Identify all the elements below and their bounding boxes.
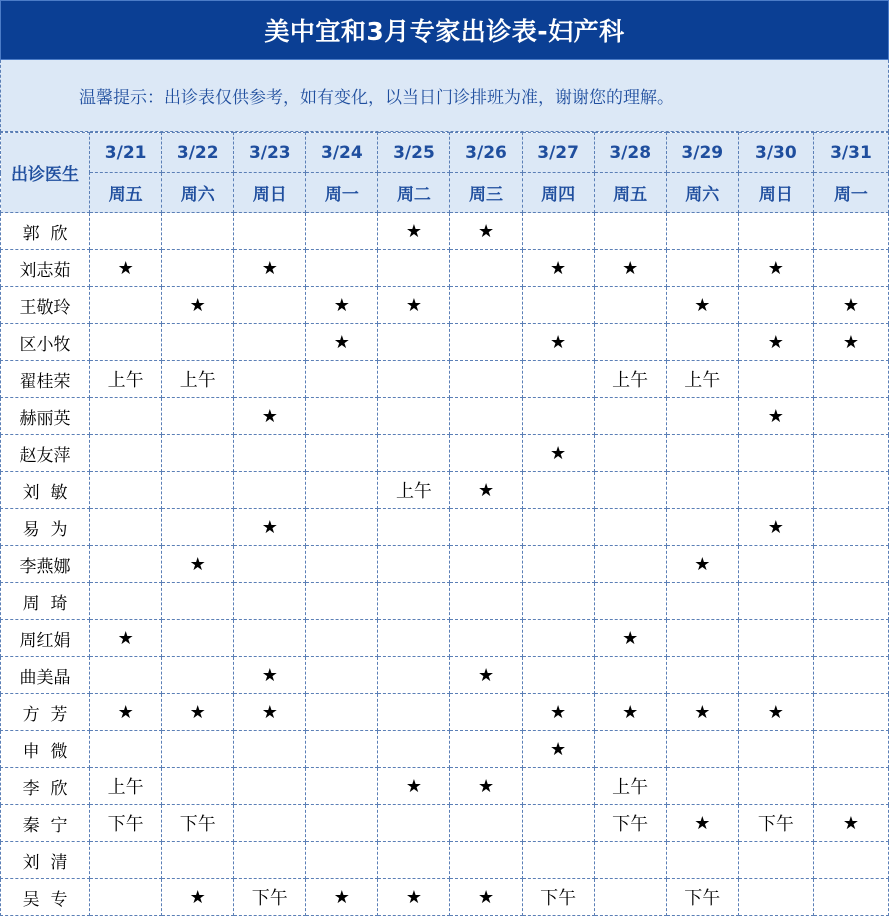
empty-cell — [813, 879, 888, 916]
doctor-name: 申 微 — [1, 731, 90, 768]
empty-cell — [162, 509, 234, 546]
clinic-star-mark: ★ — [234, 398, 306, 435]
empty-cell — [450, 324, 522, 361]
empty-cell — [450, 620, 522, 657]
table-row — [1, 694, 889, 731]
empty-cell — [450, 250, 522, 287]
weekday-header: 周四 — [522, 173, 594, 213]
empty-cell — [162, 213, 234, 250]
empty-cell — [90, 472, 162, 509]
empty-cell — [90, 213, 162, 250]
table-row — [1, 361, 889, 398]
empty-cell — [378, 398, 450, 435]
doctor-name: 区小牧 — [1, 324, 90, 361]
empty-cell — [813, 694, 888, 731]
empty-cell — [306, 583, 378, 620]
empty-cell — [594, 879, 666, 916]
clinic-star-mark: ★ — [90, 620, 162, 657]
empty-cell — [522, 361, 594, 398]
empty-cell — [666, 731, 738, 768]
clinic-star-mark: ★ — [522, 731, 594, 768]
empty-cell — [90, 509, 162, 546]
empty-cell — [450, 509, 522, 546]
clinic-star-mark: ★ — [450, 472, 522, 509]
clinic-star-mark: ★ — [378, 213, 450, 250]
clinic-star-mark: ★ — [738, 250, 813, 287]
clinic-star-mark: ★ — [738, 509, 813, 546]
date-header: 3/29 — [666, 133, 738, 173]
clinic-star-mark: ★ — [450, 213, 522, 250]
empty-cell — [813, 583, 888, 620]
weekday-header: 周三 — [450, 173, 522, 213]
weekday-header: 周六 — [162, 173, 234, 213]
empty-cell — [813, 398, 888, 435]
empty-cell — [234, 472, 306, 509]
clinic-star-mark: ★ — [594, 694, 666, 731]
empty-cell — [90, 879, 162, 916]
empty-cell — [594, 509, 666, 546]
table-row — [1, 398, 889, 435]
empty-cell — [738, 213, 813, 250]
clinic-star-mark: ★ — [306, 287, 378, 324]
table-row — [1, 546, 889, 583]
doctor-name: 易 为 — [1, 509, 90, 546]
clinic-star-mark: ★ — [813, 287, 888, 324]
clinic-star-mark: ★ — [813, 324, 888, 361]
empty-cell — [90, 546, 162, 583]
empty-cell — [378, 842, 450, 879]
empty-cell — [234, 842, 306, 879]
clinic-star-mark: ★ — [450, 879, 522, 916]
empty-cell — [162, 435, 234, 472]
empty-cell — [522, 842, 594, 879]
clinic-star-mark: ★ — [378, 287, 450, 324]
empty-cell — [450, 583, 522, 620]
date-header: 3/30 — [738, 133, 813, 173]
empty-cell — [522, 509, 594, 546]
empty-cell — [813, 620, 888, 657]
table-row — [1, 768, 889, 805]
empty-cell — [90, 842, 162, 879]
empty-cell — [234, 620, 306, 657]
empty-cell — [522, 398, 594, 435]
empty-cell — [378, 657, 450, 694]
empty-cell — [594, 287, 666, 324]
empty-cell — [306, 842, 378, 879]
empty-cell — [378, 731, 450, 768]
empty-cell — [666, 583, 738, 620]
clinic-star-mark: ★ — [522, 435, 594, 472]
empty-cell — [306, 435, 378, 472]
empty-cell — [666, 213, 738, 250]
clinic-session-cell: 上午 — [666, 361, 738, 398]
empty-cell — [306, 546, 378, 583]
clinic-star-mark: ★ — [450, 768, 522, 805]
empty-cell — [234, 805, 306, 842]
empty-cell — [306, 805, 378, 842]
empty-cell — [234, 287, 306, 324]
doctor-name: 周红娟 — [1, 620, 90, 657]
empty-cell — [162, 324, 234, 361]
empty-cell — [90, 731, 162, 768]
empty-cell — [234, 361, 306, 398]
clinic-session-cell: 下午 — [90, 805, 162, 842]
empty-cell — [522, 583, 594, 620]
empty-cell — [306, 620, 378, 657]
weekday-header: 周日 — [738, 173, 813, 213]
empty-cell — [666, 435, 738, 472]
empty-cell — [450, 398, 522, 435]
empty-cell — [594, 472, 666, 509]
doctor-name: 翟桂荣 — [1, 361, 90, 398]
empty-cell — [594, 842, 666, 879]
clinic-session-cell: 下午 — [234, 879, 306, 916]
clinic-star-mark: ★ — [522, 250, 594, 287]
clinic-star-mark: ★ — [378, 879, 450, 916]
empty-cell — [522, 805, 594, 842]
empty-cell — [594, 731, 666, 768]
table-row — [1, 435, 889, 472]
empty-cell — [738, 842, 813, 879]
doctor-name: 赵友萍 — [1, 435, 90, 472]
empty-cell — [450, 435, 522, 472]
doctor-name: 周 琦 — [1, 583, 90, 620]
table-row — [1, 657, 889, 694]
clinic-star-mark: ★ — [306, 324, 378, 361]
empty-cell — [306, 361, 378, 398]
empty-cell — [90, 583, 162, 620]
clinic-star-mark: ★ — [234, 509, 306, 546]
date-header: 3/22 — [162, 133, 234, 173]
clinic-star-mark: ★ — [738, 694, 813, 731]
clinic-star-mark: ★ — [162, 879, 234, 916]
date-header: 3/24 — [306, 133, 378, 173]
empty-cell — [378, 546, 450, 583]
clinic-session-cell: 下午 — [666, 879, 738, 916]
empty-cell — [90, 435, 162, 472]
clinic-star-mark: ★ — [666, 287, 738, 324]
date-header: 3/23 — [234, 133, 306, 173]
doctor-name: 王敬玲 — [1, 287, 90, 324]
notice-banner: 温馨提示：出诊表仅供参考，如有变化，以当日门诊排班为准，谢谢您的理解。 — [0, 60, 889, 132]
clinic-star-mark: ★ — [666, 805, 738, 842]
empty-cell — [234, 731, 306, 768]
empty-cell — [522, 768, 594, 805]
doctor-name: 刘志茹 — [1, 250, 90, 287]
clinic-session-cell: 上午 — [594, 361, 666, 398]
weekday-header: 周五 — [594, 173, 666, 213]
empty-cell — [162, 472, 234, 509]
empty-cell — [813, 546, 888, 583]
clinic-star-mark: ★ — [666, 546, 738, 583]
empty-cell — [234, 546, 306, 583]
empty-cell — [234, 213, 306, 250]
clinic-star-mark: ★ — [666, 694, 738, 731]
empty-cell — [813, 842, 888, 879]
clinic-star-mark: ★ — [594, 620, 666, 657]
empty-cell — [813, 768, 888, 805]
empty-cell — [234, 768, 306, 805]
empty-cell — [90, 324, 162, 361]
clinic-star-mark: ★ — [450, 657, 522, 694]
empty-cell — [90, 657, 162, 694]
clinic-session-cell: 下午 — [594, 805, 666, 842]
empty-cell — [594, 546, 666, 583]
doctor-name: 李燕娜 — [1, 546, 90, 583]
table-row — [1, 287, 889, 324]
empty-cell — [738, 731, 813, 768]
clinic-star-mark: ★ — [738, 398, 813, 435]
table-row — [1, 620, 889, 657]
empty-cell — [234, 435, 306, 472]
doctor-name: 赫丽英 — [1, 398, 90, 435]
table-row — [1, 472, 889, 509]
empty-cell — [813, 435, 888, 472]
table-row — [1, 213, 889, 250]
empty-cell — [378, 435, 450, 472]
doctor-name: 刘 清 — [1, 842, 90, 879]
date-header: 3/27 — [522, 133, 594, 173]
empty-cell — [666, 620, 738, 657]
clinic-star-mark: ★ — [594, 250, 666, 287]
empty-cell — [594, 213, 666, 250]
empty-cell — [738, 620, 813, 657]
empty-cell — [738, 768, 813, 805]
empty-cell — [594, 583, 666, 620]
empty-cell — [378, 250, 450, 287]
clinic-star-mark: ★ — [306, 879, 378, 916]
weekday-header: 周一 — [306, 173, 378, 213]
empty-cell — [378, 509, 450, 546]
empty-cell — [450, 546, 522, 583]
doctor-name: 刘 敏 — [1, 472, 90, 509]
empty-cell — [450, 805, 522, 842]
empty-cell — [738, 472, 813, 509]
empty-cell — [306, 472, 378, 509]
empty-cell — [813, 213, 888, 250]
doctor-name: 曲美晶 — [1, 657, 90, 694]
date-header: 3/31 — [813, 133, 888, 173]
weekday-header: 周日 — [234, 173, 306, 213]
empty-cell — [306, 731, 378, 768]
empty-cell — [162, 620, 234, 657]
empty-cell — [306, 250, 378, 287]
empty-cell — [522, 546, 594, 583]
empty-cell — [306, 694, 378, 731]
empty-cell — [666, 842, 738, 879]
clinic-star-mark: ★ — [162, 546, 234, 583]
clinic-star-mark: ★ — [378, 768, 450, 805]
empty-cell — [813, 657, 888, 694]
empty-cell — [450, 361, 522, 398]
empty-cell — [306, 509, 378, 546]
date-header: 3/21 — [90, 133, 162, 173]
doctor-column-header: 出诊医生 — [1, 133, 90, 213]
empty-cell — [738, 435, 813, 472]
weekday-header: 周六 — [666, 173, 738, 213]
empty-cell — [378, 583, 450, 620]
weekday-header: 周五 — [90, 173, 162, 213]
empty-cell — [162, 657, 234, 694]
empty-cell — [162, 583, 234, 620]
empty-cell — [666, 250, 738, 287]
empty-cell — [666, 398, 738, 435]
date-header: 3/25 — [378, 133, 450, 173]
empty-cell — [738, 583, 813, 620]
clinic-star-mark: ★ — [234, 657, 306, 694]
table-row — [1, 324, 889, 361]
empty-cell — [522, 213, 594, 250]
date-header: 3/26 — [450, 133, 522, 173]
empty-cell — [306, 213, 378, 250]
empty-cell — [738, 287, 813, 324]
table-row — [1, 731, 889, 768]
clinic-session-cell: 上午 — [90, 768, 162, 805]
empty-cell — [378, 324, 450, 361]
clinic-session-cell: 上午 — [378, 472, 450, 509]
empty-cell — [162, 768, 234, 805]
weekday-header: 周二 — [378, 173, 450, 213]
clinic-session-cell: 下午 — [522, 879, 594, 916]
empty-cell — [594, 324, 666, 361]
clinic-session-cell: 上午 — [162, 361, 234, 398]
table-row — [1, 509, 889, 546]
empty-cell — [738, 361, 813, 398]
table-row — [1, 583, 889, 620]
empty-cell — [813, 472, 888, 509]
empty-cell — [450, 694, 522, 731]
table-row — [1, 250, 889, 287]
empty-cell — [666, 472, 738, 509]
date-header: 3/28 — [594, 133, 666, 173]
clinic-star-mark: ★ — [90, 694, 162, 731]
clinic-session-cell: 下午 — [162, 805, 234, 842]
clinic-session-cell: 下午 — [738, 805, 813, 842]
clinic-star-mark: ★ — [522, 694, 594, 731]
table-row — [1, 842, 889, 879]
empty-cell — [234, 583, 306, 620]
empty-cell — [306, 398, 378, 435]
empty-cell — [378, 620, 450, 657]
empty-cell — [450, 731, 522, 768]
table-row — [1, 805, 889, 842]
empty-cell — [162, 398, 234, 435]
empty-cell — [450, 287, 522, 324]
empty-cell — [594, 657, 666, 694]
clinic-session-cell: 上午 — [90, 361, 162, 398]
clinic-star-mark: ★ — [90, 250, 162, 287]
doctor-name: 李 欣 — [1, 768, 90, 805]
clinic-star-mark: ★ — [162, 694, 234, 731]
empty-cell — [162, 250, 234, 287]
empty-cell — [378, 694, 450, 731]
empty-cell — [666, 768, 738, 805]
empty-cell — [738, 657, 813, 694]
page-title: 美中宜和3月专家出诊表-妇产科 — [0, 0, 889, 60]
schedule-table — [0, 132, 889, 916]
clinic-star-mark: ★ — [234, 250, 306, 287]
clinic-star-mark: ★ — [813, 805, 888, 842]
empty-cell — [813, 509, 888, 546]
empty-cell — [813, 250, 888, 287]
clinic-star-mark: ★ — [738, 324, 813, 361]
doctor-name: 郭 欣 — [1, 213, 90, 250]
empty-cell — [90, 398, 162, 435]
date-header-row — [1, 133, 889, 173]
empty-cell — [162, 731, 234, 768]
clinic-star-mark: ★ — [522, 324, 594, 361]
empty-cell — [234, 324, 306, 361]
empty-cell — [522, 657, 594, 694]
clinic-star-mark: ★ — [234, 694, 306, 731]
empty-cell — [90, 287, 162, 324]
empty-cell — [813, 731, 888, 768]
empty-cell — [594, 398, 666, 435]
doctor-name: 吴 专 — [1, 879, 90, 916]
weekday-header: 周一 — [813, 173, 888, 213]
empty-cell — [306, 657, 378, 694]
doctor-name: 秦 宁 — [1, 805, 90, 842]
table-row — [1, 879, 889, 916]
empty-cell — [306, 768, 378, 805]
weekday-header-row — [1, 173, 889, 213]
empty-cell — [522, 472, 594, 509]
clinic-star-mark: ★ — [162, 287, 234, 324]
empty-cell — [666, 509, 738, 546]
empty-cell — [666, 657, 738, 694]
empty-cell — [594, 435, 666, 472]
empty-cell — [522, 620, 594, 657]
empty-cell — [378, 361, 450, 398]
empty-cell — [666, 324, 738, 361]
empty-cell — [522, 287, 594, 324]
doctor-name: 方 芳 — [1, 694, 90, 731]
empty-cell — [378, 805, 450, 842]
empty-cell — [450, 842, 522, 879]
empty-cell — [162, 842, 234, 879]
empty-cell — [813, 361, 888, 398]
empty-cell — [738, 879, 813, 916]
empty-cell — [738, 546, 813, 583]
clinic-session-cell: 上午 — [594, 768, 666, 805]
